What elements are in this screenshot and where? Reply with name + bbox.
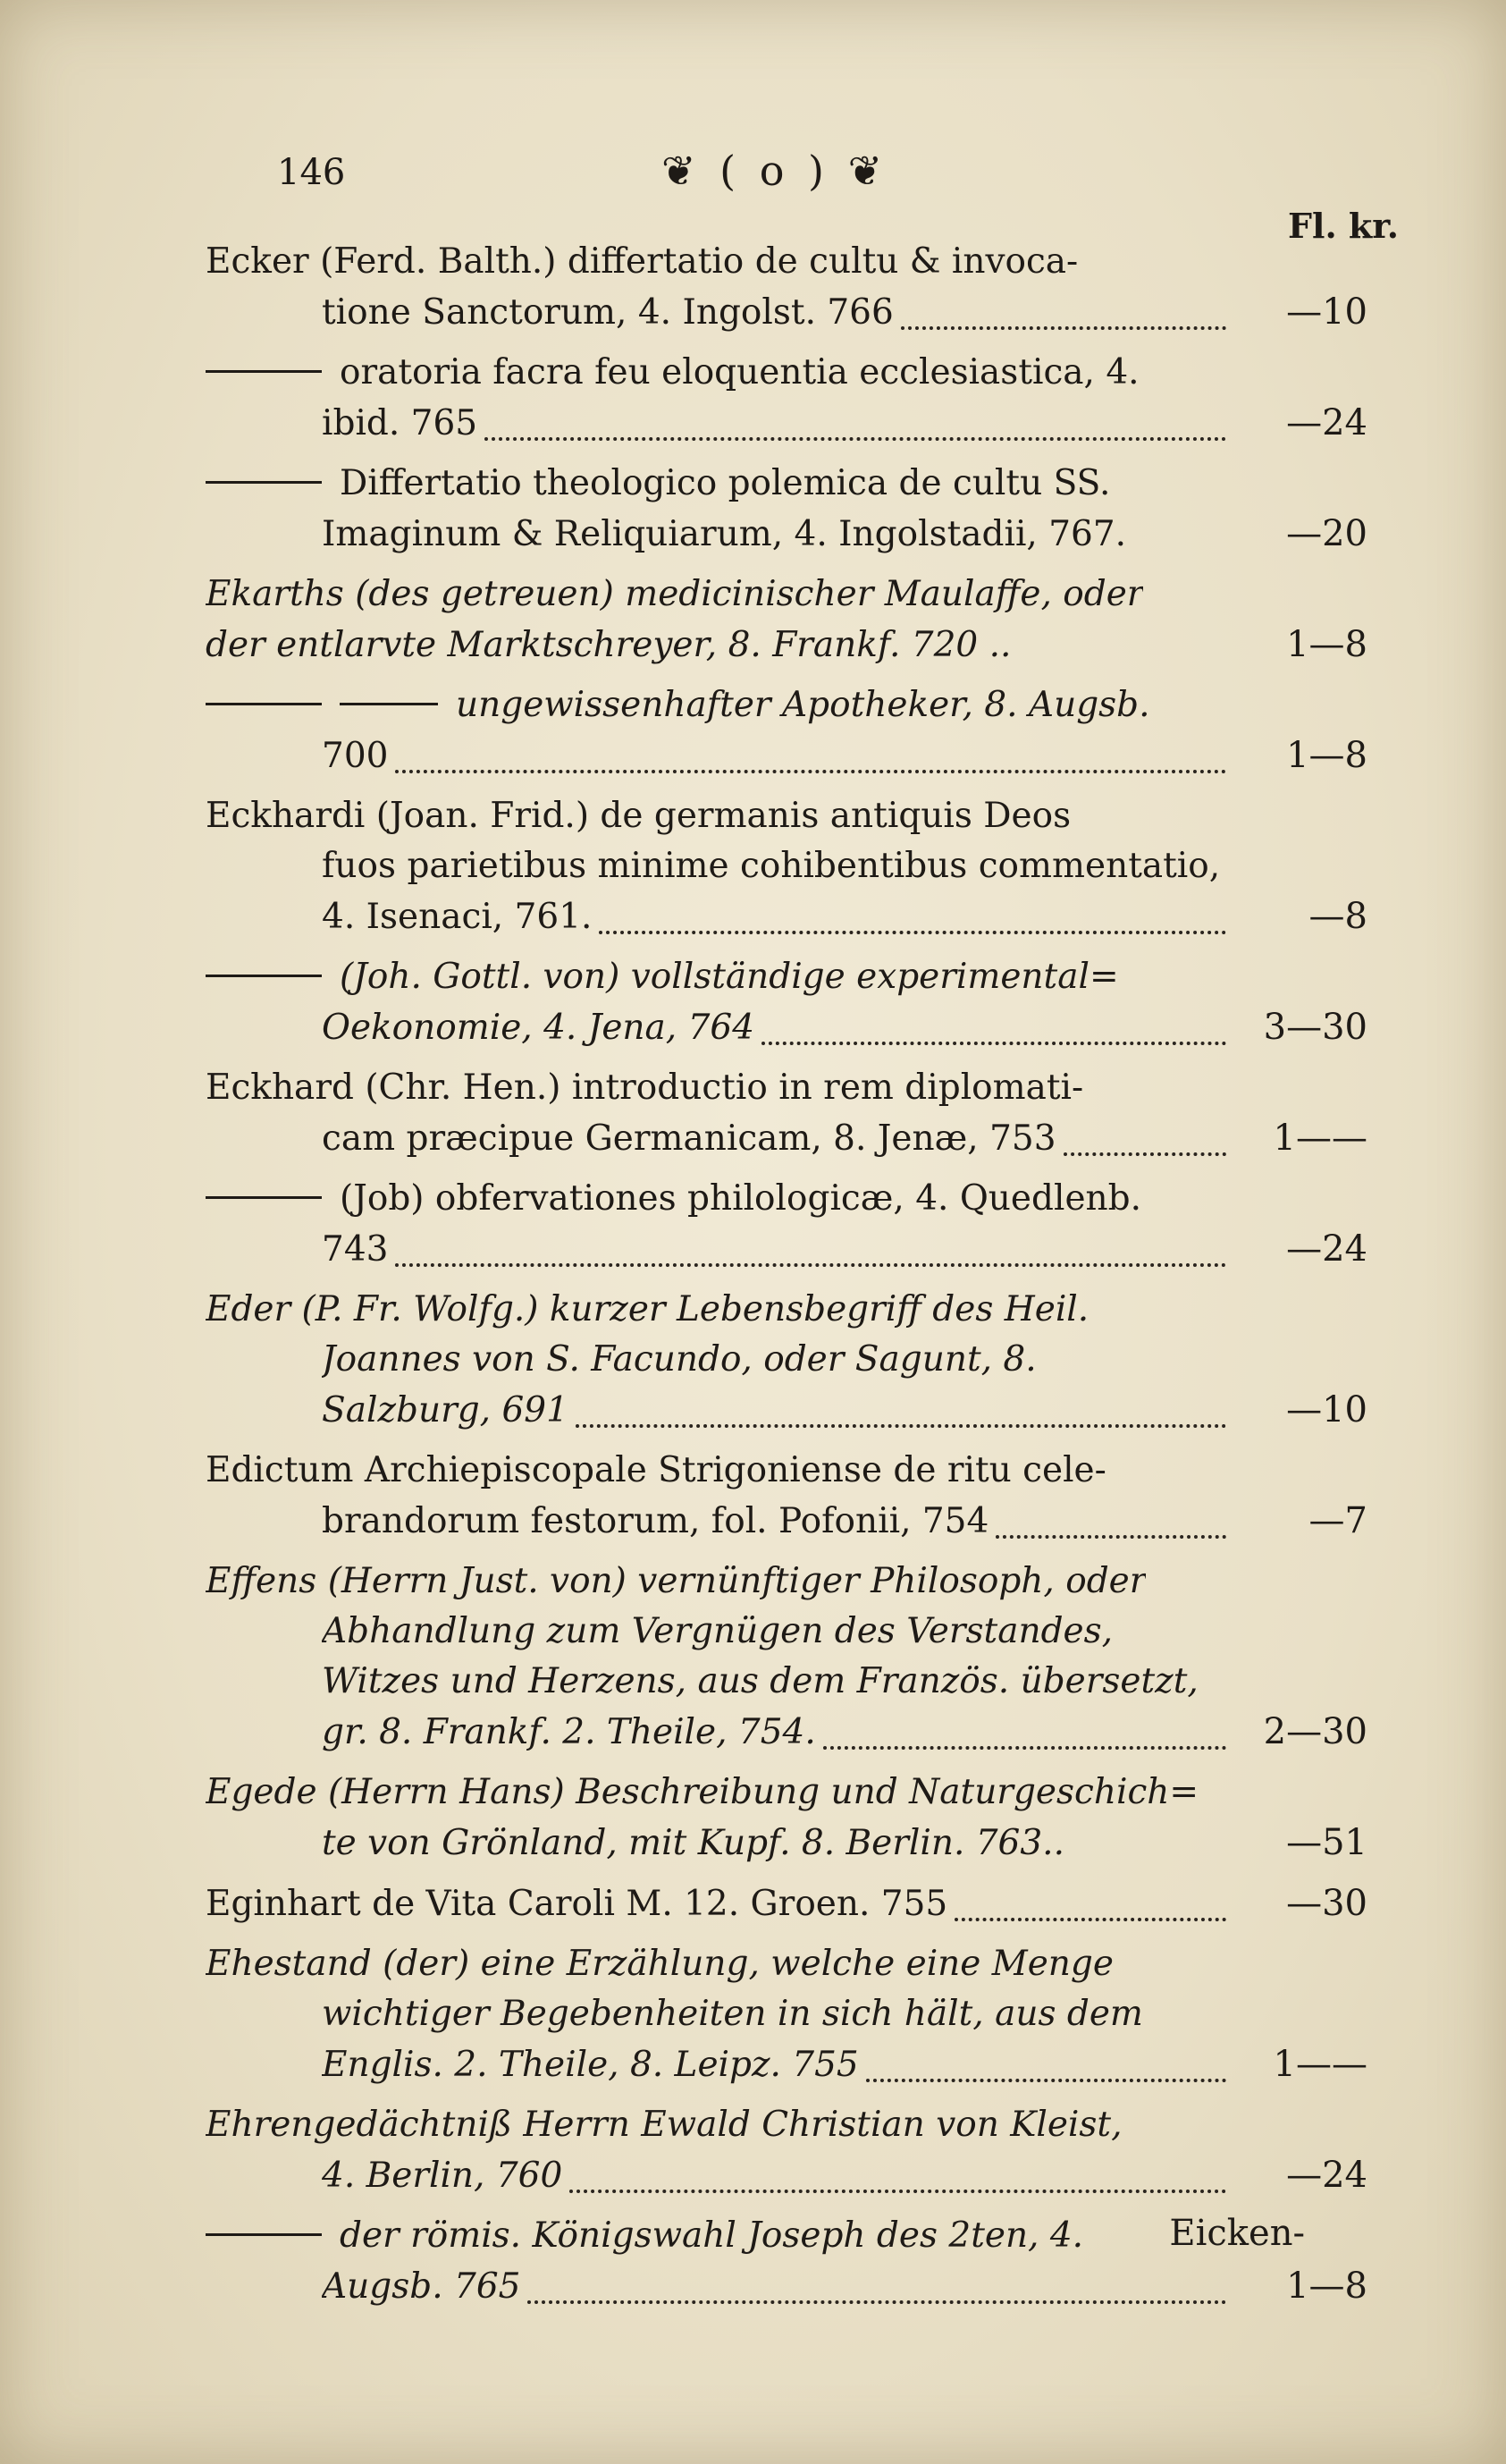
entry-text: brandorum festorum, fol. Pofonii, 754	[322, 1501, 989, 1541]
entry-line	[206, 1657, 1367, 1707]
entry-line	[206, 509, 1367, 559]
entry-line	[206, 398, 1367, 448]
entry-line	[206, 1818, 1367, 1868]
entry-text: Differtatio theologico polemica de cultu SS.	[340, 463, 1111, 503]
entry-text: gr. 8. Frankf. 2. Theile, 754.	[322, 1712, 816, 1752]
entry-line	[206, 2261, 1367, 2311]
leader-dots	[484, 423, 1226, 441]
entry-text: Eder (P. Fr. Wolfg.) kurzer Lebensbegriff des Heil.	[206, 1289, 1090, 1329]
entry-line	[206, 1939, 1367, 1989]
entry-line	[206, 1113, 1367, 1163]
entry-price: 1—8	[1286, 624, 1367, 665]
entry-line	[206, 237, 1367, 287]
ditto-dash	[206, 370, 322, 373]
entry-line	[206, 1878, 1367, 1928]
leader-dots	[1018, 646, 1226, 661]
entry-line	[206, 1063, 1367, 1113]
entry-text: Ecker (Ferd. Balth.) differtatio de cultu & invoca-	[206, 241, 1079, 282]
catalog-entry	[206, 680, 1367, 781]
entry-line	[206, 1768, 1367, 1818]
entry-text: ungewissenhafter Apotheker, 8. Augsb.	[456, 685, 1150, 725]
ditto-dash	[206, 1196, 322, 1199]
ditto-dash	[206, 703, 322, 705]
entry-line	[206, 1446, 1367, 1496]
entry-text: Eckhardi (Joan. Frid.) de germanis antiquis Deos	[206, 796, 1072, 836]
entry-line	[206, 841, 1367, 891]
entry-line	[206, 1557, 1367, 1607]
entry-price: —20	[1286, 513, 1367, 554]
leader-dots	[1064, 1138, 1226, 1156]
entry-text: Joannes von S. Facundo, oder Sagunt, 8.	[322, 1339, 1037, 1380]
entry-line	[206, 459, 1367, 509]
entry-text: te von Grönland, mit Kupf. 8. Berlin. 763..	[322, 1823, 1064, 1863]
entry-price: —10	[1286, 1389, 1367, 1430]
ditto-dash	[206, 975, 322, 977]
entry-text: (Joh. Gottl. von) vollständige experimental=	[340, 957, 1119, 997]
entry-line	[206, 730, 1367, 781]
entry-price: —30	[1286, 1883, 1367, 1924]
entry-text: 4. Isenaci, 761.	[322, 897, 593, 937]
entry-text: Ehestand (der) eine Erzählung, welche eine Menge	[206, 1944, 1114, 1984]
catalog-entry	[206, 791, 1367, 941]
entry-text: Ekarths (des getreuen) medicinischer Maulaffe, oder	[206, 574, 1144, 614]
entry-text: Eginhart de Vita Caroli M. 12. Groen. 755	[206, 1884, 948, 1924]
entry-line	[206, 1224, 1367, 1274]
entry-line	[206, 1335, 1367, 1385]
entry-text: Edictum Archiepiscopale Strigoniense de ritu cele-	[206, 1450, 1106, 1490]
catalog-entry	[206, 1446, 1367, 1546]
catchword: Eicken-	[1169, 2213, 1305, 2254]
entry-line	[206, 1607, 1367, 1657]
catalog-entry	[206, 1878, 1367, 1928]
entry-price: 3—30	[1263, 1007, 1367, 1048]
catalog-entry	[206, 1939, 1367, 2089]
catalog-entry	[206, 1174, 1367, 1274]
entry-price: 1——	[1273, 2044, 1367, 2085]
leader-dots	[955, 1903, 1226, 1921]
catalog-entry	[206, 1557, 1367, 1757]
page-number: 146	[277, 152, 346, 193]
catalog-entry	[206, 1063, 1367, 1163]
entry-text: wichtiger Begebenheiten in sich hält, aus dem	[322, 1994, 1143, 2034]
entry-text: ibid. 765	[322, 403, 478, 443]
catalog-entry	[206, 2100, 1367, 2200]
entry-price: 2—30	[1263, 1711, 1367, 1752]
catalog-entry	[206, 1285, 1367, 1435]
entry-text: oratoria facra feu eloquentia ecclesiastica, 4.	[340, 352, 1140, 392]
entry-line	[206, 1174, 1367, 1224]
entry-price: 1——	[1273, 1118, 1367, 1159]
entry-text: cam præcipue Germanicam, 8. Jenæ, 753	[322, 1118, 1056, 1159]
entry-text: der römis. Königswahl Joseph des 2ten, 4.	[340, 2215, 1084, 2256]
entry-text: 700	[322, 736, 389, 776]
page-header	[268, 134, 1399, 246]
column-heading: Fl. kr.	[1288, 206, 1399, 246]
entry-text: Ehrengedächtniß Herrn Ewald Christian von Kleist,	[206, 2105, 1123, 2145]
leader-dots	[395, 755, 1226, 773]
entry-text: Augsb. 765	[322, 2266, 521, 2307]
entry-text: fuos parietibus minime cohibentibus commentatio,	[322, 846, 1221, 886]
ditto-dash	[340, 703, 438, 705]
entry-price: 1—8	[1286, 735, 1367, 776]
entry-text: Salzburg, 691	[322, 1390, 568, 1430]
catalog-entry	[206, 237, 1367, 337]
catalog-entry	[206, 1768, 1367, 1868]
leader-dots	[569, 2175, 1226, 2193]
entry-text: 743	[322, 1229, 389, 1270]
entry-text: Oekonomie, 4. Jena, 764	[322, 1008, 755, 1048]
entry-line	[206, 2039, 1367, 2089]
entry-text: Witzes und Herzens, aus dem Französ. übersetzt,	[322, 1661, 1199, 1701]
entry-price: —10	[1286, 291, 1367, 333]
ditto-dash	[206, 481, 322, 484]
entry-price: —7	[1308, 1500, 1367, 1541]
entry-text: der entlarvte Marktschreyer, 8. Frankf. 720 ..	[206, 625, 1012, 665]
leader-dots	[599, 916, 1226, 934]
leader-dots	[1133, 536, 1226, 550]
entry-line	[206, 2150, 1367, 2200]
entry-line	[206, 1002, 1367, 1052]
entry-text: Englis. 2. Theile, 8. Leipz. 755	[322, 2045, 859, 2085]
entry-text: 4. Berlin, 760	[322, 2156, 563, 2196]
entry-line	[206, 1707, 1367, 1757]
entry-text: tione Sanctorum, 4. Ingolst. 766	[322, 292, 894, 333]
entry-text: Abhandlung zum Vergnügen des Verstandes,	[322, 1611, 1114, 1651]
entry-line	[206, 680, 1367, 730]
leader-dots	[996, 1521, 1226, 1539]
entry-text: (Job) obfervationes philologicæ, 4. Quedlenb.	[340, 1178, 1141, 1219]
entry-text: Imaginum & Reliquiarum, 4. Ingolstadii, 767.	[322, 514, 1127, 554]
catalog-entry	[206, 570, 1367, 670]
catalog-entry	[206, 348, 1367, 448]
entry-price: —24	[1286, 1228, 1367, 1270]
entry-line	[206, 570, 1367, 620]
running-head: ❦ ( o ) ❦	[661, 147, 888, 195]
leader-dots	[901, 312, 1226, 330]
catalog-entry	[206, 459, 1367, 559]
entry-line	[206, 2100, 1367, 2150]
catalog-entry	[206, 952, 1367, 1052]
entry-line	[206, 1285, 1367, 1335]
leader-dots	[823, 1732, 1226, 1750]
entry-line	[206, 1496, 1367, 1546]
entry-text: Effens (Herrn Just. von) vernünftiger Philosoph, oder	[206, 1561, 1147, 1601]
entry-price: —24	[1286, 402, 1367, 443]
entry-line	[206, 952, 1367, 1002]
ditto-dash	[206, 2233, 322, 2236]
entry-price: —24	[1286, 2155, 1367, 2196]
entry-line	[206, 791, 1367, 841]
leader-dots	[395, 1249, 1226, 1267]
entry-line	[206, 1385, 1367, 1435]
entry-price: —51	[1286, 1822, 1367, 1863]
leader-dots	[1072, 1844, 1226, 1859]
leader-dots	[866, 2064, 1226, 2082]
leader-dots	[576, 1410, 1226, 1428]
entry-line	[206, 891, 1367, 941]
leader-dots	[527, 2286, 1226, 2304]
entry-price: —8	[1308, 896, 1367, 937]
catalog-entries	[206, 237, 1367, 2322]
entry-line	[206, 287, 1367, 337]
entry-text: Egede (Herrn Hans) Beschreibung und Naturgeschich=	[206, 1772, 1199, 1812]
leader-dots	[761, 1027, 1226, 1045]
entry-line	[206, 620, 1367, 670]
entry-line	[206, 1989, 1367, 2039]
entry-price: 1—8	[1286, 2266, 1367, 2307]
entry-text: Eckhard (Chr. Hen.) introductio in rem diplomati-	[206, 1067, 1084, 1108]
entry-line	[206, 348, 1367, 398]
